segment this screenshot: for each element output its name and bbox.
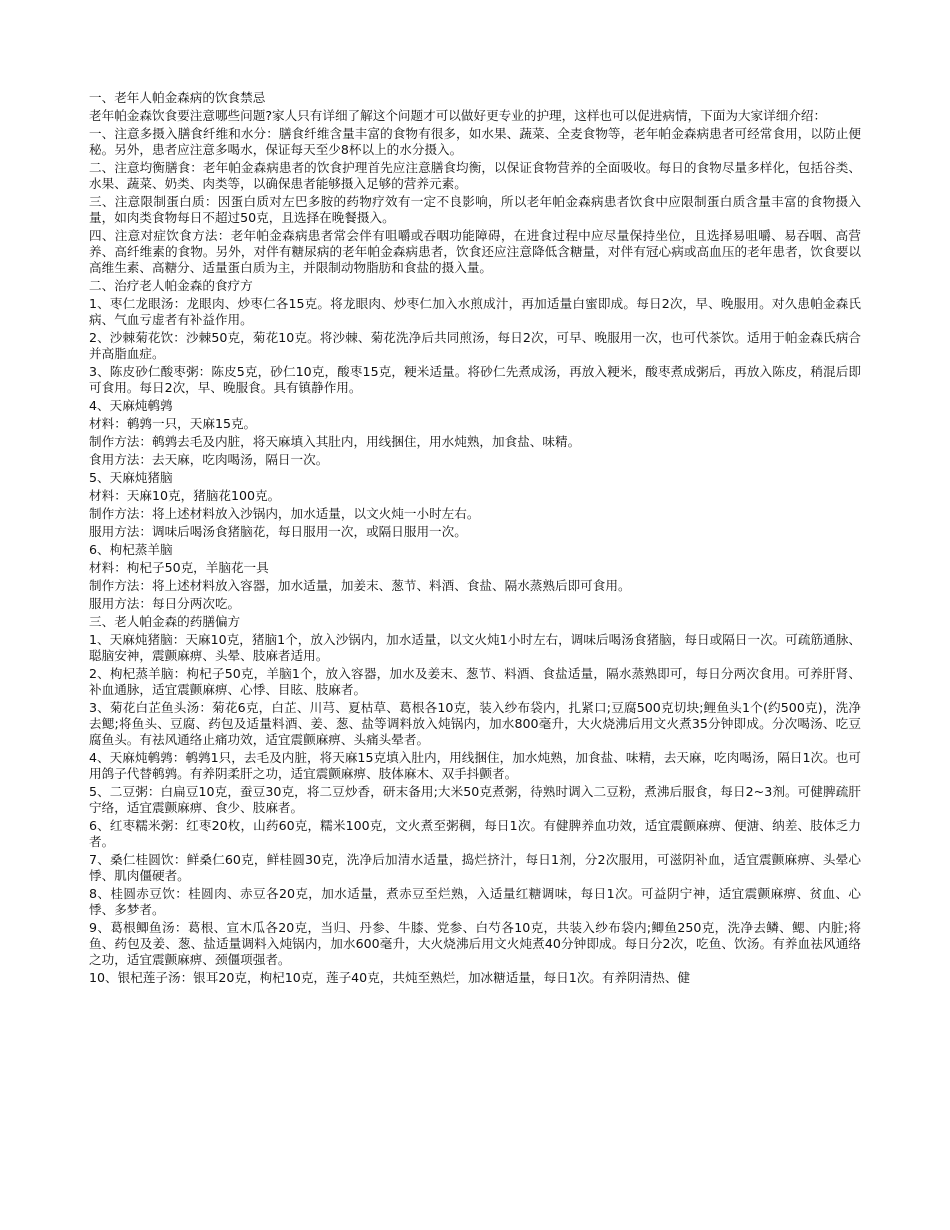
recipe-5-method: 制作方法：将上述材料放入沙锅内，加水适量，以文火炖一小时左右。 bbox=[89, 506, 480, 521]
remedy-7: 7、桑仁桂圆饮：鲜桑仁60克，鲜桂圆30克，洗净后加清水适量，捣烂挤汁，每日1剂，分2次服用，可滋阴补血，适宜震颤麻痹、头晕心悸、肌肉僵硬者。 bbox=[89, 852, 861, 883]
paragraph-fiber: 一、注意多摄入膳食纤维和水分：膳食纤维含量丰富的食物有很多，如水果、蔬菜、全麦食物等，老年帕金森病患者可经常食用，以防止便秘。另外，患者应注意多喝水，保证每天至少8杯以上的水分摄入。 bbox=[89, 126, 861, 157]
remedy-9: 9、葛根鲫鱼汤：葛根、宣木瓜各20克，当归、丹参、牛膝、党参、白芍各10克，共装入纱布袋内;鲫鱼250克，洗净去鳞、鳃、内脏;将鱼、药包及姜、葱、盐适量调料入炖锅内，加水600毫升，大火烧沸后用文火炖煮40分钟即成。每日分2次，吃鱼、饮汤。有养血祛风通络之功，适宜震颤麻痹、颈僵项强者。 bbox=[89, 920, 861, 967]
remedy-8: 8、桂圆赤豆饮：桂圆肉、赤豆各20克，加水适量，煮赤豆至烂熟，入适量红糖调味，每日1次。可益阴宁神，适宜震颤麻痹、贫血、心悸、多梦者。 bbox=[89, 886, 861, 917]
remedy-6: 6、红枣糯米粥：红枣20枚，山药60克，糯米100克，文火煮至粥稠，每日1次。有健脾养血功效，适宜震颤麻痹、便溏、纳差、肢体乏力者。 bbox=[89, 818, 861, 849]
section-heading-3: 三、老人帕金森的药膳偏方 bbox=[89, 614, 241, 629]
remedy-5: 5、二豆粥：白扁豆10克，蚕豆30克，将二豆炒香，研末备用;大米50克煮粥，待熟时调入二豆粉，煮沸后服食，每日2~3剂。可健脾疏肝宁络，适宜震颤麻痹、食少、肢麻者。 bbox=[89, 784, 861, 815]
paragraph-balanced-diet: 二、注意均衡膳食：老年帕金森病患者的饮食护理首先应注意膳食均衡，以保证食物营养的全面吸收。每日的食物尽量多样化，包括谷类、水果、蔬菜、奶类、肉类等，以确保患者能够摄入足够的营养元素。 bbox=[89, 160, 861, 191]
recipe-4-method: 制作方法：鹌鹑去毛及内脏，将天麻填入其肚内，用线捆住，用水炖熟，加食盐、味精。 bbox=[89, 434, 581, 449]
remedy-10: 10、银杞莲子汤：银耳20克，枸杞10克，莲子40克，共炖至熟烂，加冰糖适量，每日1次。有养阴清热、健 bbox=[89, 970, 691, 985]
recipe-6-ingredients: 材料：枸杞子50克，羊脑花一具 bbox=[89, 560, 269, 575]
recipe-3: 3、陈皮砂仁酸枣粥：陈皮5克，砂仁10克，酸枣15克，粳米适量。将砂仁先煮成汤，再放入粳米，酸枣煮成粥后，再放入陈皮，稍混后即可食用。每日2次，早、晚服食。具有镇静作用。 bbox=[89, 364, 861, 395]
recipe-4-title: 4、天麻炖鹌鹑 bbox=[89, 398, 173, 413]
recipe-6-usage: 服用方法：每日分两次吃。 bbox=[89, 596, 241, 611]
recipe-5-title: 5、天麻炖猪脑 bbox=[89, 470, 173, 485]
recipe-2: 2、沙棘菊花饮：沙棘50克，菊花10克。将沙棘、菊花洗净后共同煎汤，每日2次，可早、晚服用一次，也可代茶饮。适用于帕金森氏病合并高脂血症。 bbox=[89, 330, 861, 361]
remedy-2: 2、枸杞蒸羊脑：枸杞子50克，羊脑1个，放入容器，加水及姜末、葱节、料酒、食盐适量，隔水蒸熟即可，每日分两次食用。可养肝肾、补血通脉，适宜震颤麻痹、心悸、目眩、肢麻者。 bbox=[89, 666, 861, 697]
recipe-5-usage: 服用方法：调味后喝汤食猪脑花，每日服用一次，或隔日服用一次。 bbox=[89, 524, 467, 539]
recipe-1: 1、枣仁龙眼汤：龙眼肉、炒枣仁各15克。将龙眼肉、炒枣仁加入水煎成汁，再加适量白蜜即成。每日2次，早、晚服用。对久患帕金森氏病、气血亏虚者有补益作用。 bbox=[89, 296, 861, 327]
recipe-4-ingredients: 材料：鹌鹑一只，天麻15克。 bbox=[89, 416, 257, 431]
paragraph-limit-protein: 三、注意限制蛋白质：因蛋白质对左巴多胺的药物疗效有一定不良影响，所以老年帕金森病患者饮食中应限制蛋白质含量丰富的食物摄入量，如肉类食物每日不超过50克，且选择在晚餐摄入。 bbox=[89, 194, 861, 225]
recipe-6-title: 6、枸杞蒸羊脑 bbox=[89, 542, 173, 557]
recipe-5-ingredients: 材料：天麻10克，猪脑花100克。 bbox=[89, 488, 281, 503]
remedy-3: 3、菊花白芷鱼头汤：菊花6克，白芷、川芎、夏枯草、葛根各10克，装入纱布袋内，扎紧口;豆腐500克切块;鲤鱼头1个(约500克)，洗净去鳃;将鱼头、豆腐、药包及适量料酒、姜、葱、盐等调料放入炖锅内，加水800毫升，大火烧沸后用文火煮35分钟即成。分次喝汤、吃豆腐鱼头。有祛风通络止痛功效，适宜震颤麻痹、头痛头晕者。 bbox=[89, 700, 861, 747]
paragraph-symptom-diet: 四、注意对症饮食方法：老年帕金森病患者常会伴有咀嚼或吞咽功能障碍，在进食过程中应尽量保持坐位，且选择易咀嚼、易吞咽、高营养、高纤维素的食物。另外，对伴有糖尿病的老年帕金森病患者，饮食还应注意降低含糖量，对伴有冠心病或高血压的老年患者，饮食要以高维生素、高糖分、适量蛋白质为主，并限制动物脂肪和食盐的摄入量。 bbox=[89, 228, 861, 275]
remedy-4: 4、天麻炖鹌鹑：鹌鹑1只，去毛及内脏，将天麻15克填入肚内，用线捆住，加水炖熟，加食盐、味精，去天麻，吃肉喝汤，隔日1次。也可用鸽子代替鹌鹑。有养阴柔肝之功，适宜震颤麻痹、肢体麻木、双手抖颤者。 bbox=[89, 750, 861, 781]
intro-paragraph: 老年帕金森饮食要注意哪些问题?家人只有详细了解这个问题才可以做好更专业的护理，这样也可以促进病情，下面为大家详细介绍： bbox=[89, 108, 827, 123]
document-body bbox=[89, 90, 861, 988]
recipe-6-method: 制作方法：将上述材料放入容器，加水适量，加姜末、葱节、料酒、食盐、隔水蒸熟后即可食用。 bbox=[89, 578, 631, 593]
section-heading-2: 二、治疗老人帕金森的食疗方 bbox=[89, 278, 253, 293]
recipe-4-usage: 食用方法：去天麻，吃肉喝汤，隔日一次。 bbox=[89, 452, 329, 467]
section-heading-1: 一、老年人帕金森病的饮食禁忌 bbox=[89, 90, 266, 105]
remedy-1: 1、天麻炖猪脑：天麻10克，猪脑1个，放入沙锅内，加水适量，以文火炖1小时左右，调味后喝汤食猪脑，每日或隔日一次。可疏筋通脉、聪脑安神，震颤麻痹、头晕、肢麻者适用。 bbox=[89, 632, 861, 663]
